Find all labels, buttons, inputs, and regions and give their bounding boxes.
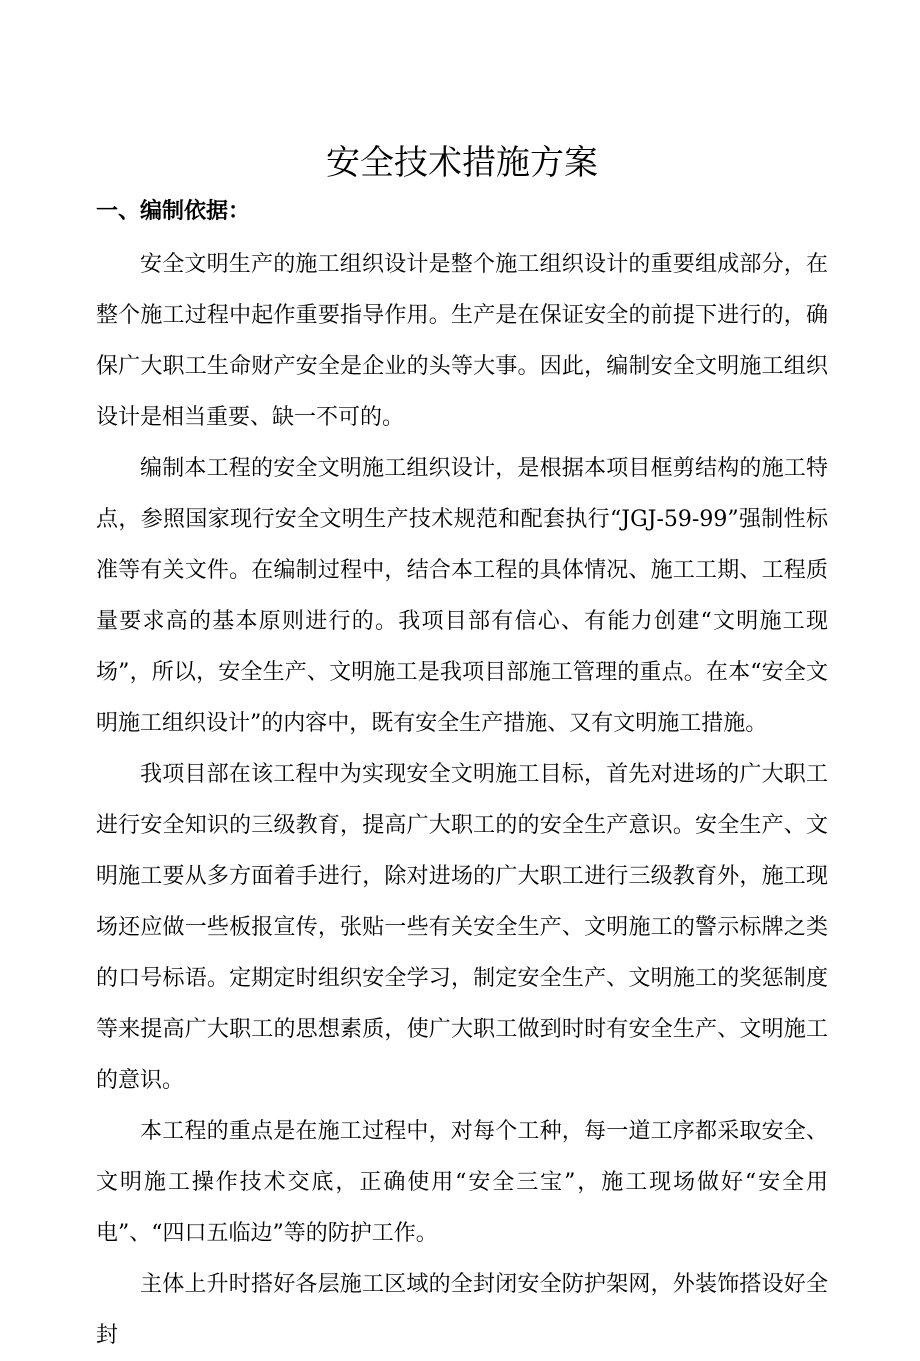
paragraph-3: 我项目部在该工程中为实现安全文明施工目标，首先对进场的广大职工进行安全知识的三级教育，提高广大职工的的安全生产意识。安全生产、文明施工要从多方面着手进行，除对进场的广大职工进行三级教育外，施工现场还应做一些板报宣传，张贴一些有关安全生产、文明施工的警示标牌之类的口号标语。定期定时组织安全学习，制定安全生产、文明施工的奖惩制度等来提高广大职工的思想素质，使广大职工做到时时有安全生产、文明施工的意识。 [96,762,828,1093]
paragraph-2: 编制本工程的安全文明施工组织设计，是根据本项目框剪结构的施工特点，参照国家现行安全文明生产技术规范和配套执行“JGJ-59-99”强制性标准等有关文件。在编制过程中，结合本工程的具体情况、施工工期、工程质量要求高的基本原则进行的。我项目部有信心、有能力创建“文明施工现场”，所以，安全生产、文明施工是我项目部施工管理的重点。在本“安全文明施工组织设计”的内容中，既有安全生产措施、又有文明施工措施。 [96,456,828,736]
section-heading-basis: 一、编制依据： [96,199,251,224]
paragraph-1: 安全文明生产的施工组织设计是整个施工组织设计的重要组成部分，在整个施工过程中起作重要指导作用。生产是在保证安全的前提下进行的，确保广大职工生命财产安全是企业的头等大事。因此，编制安全文明施工组织设计是相当重要、缺一不可的。 [96,252,828,430]
paragraph-5: 主体上升时搭好各层施工区域的全封闭安全防护架网，外装饰搭设好全封 [96,1272,828,1348]
paragraph-4: 本工程的重点是在施工过程中，对每个工种，每一道工序都采取安全、文明施工操作技术交底，正确使用“安全三宝”，施工现场做好“安全用电”、“四口五临边”等的防护工作。 [96,1119,828,1246]
document-title: 安全技术措施方案 [326,143,598,183]
